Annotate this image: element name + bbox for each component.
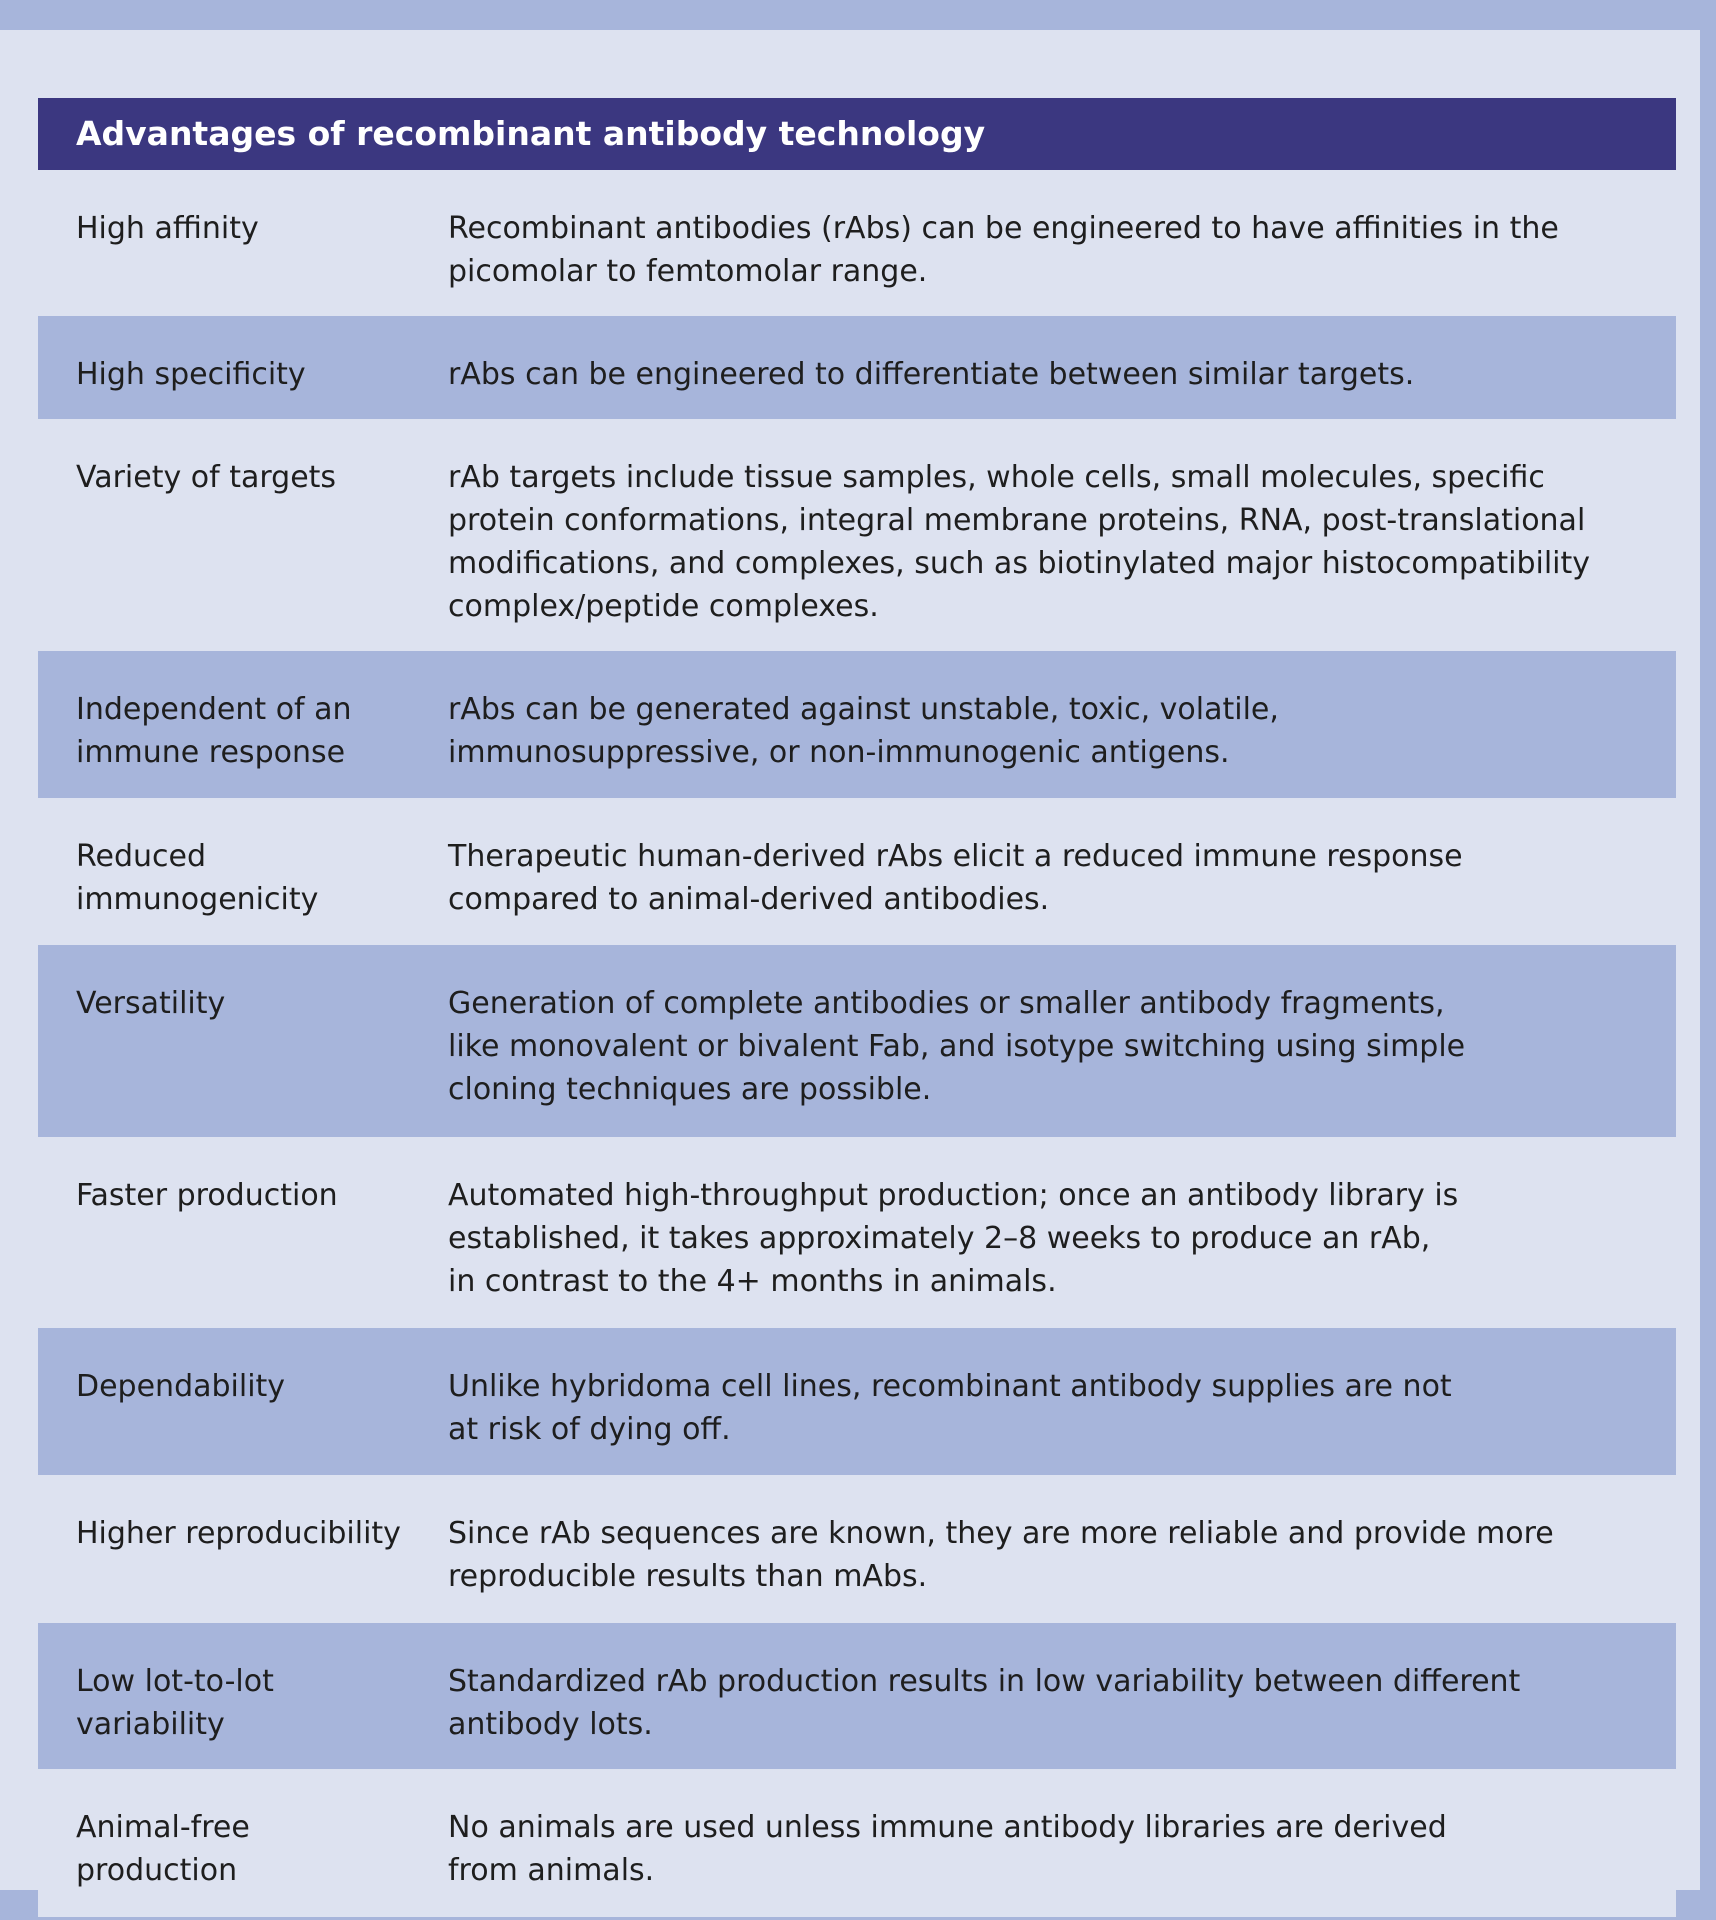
table-row [38, 1623, 1676, 1769]
description-cell: Since rAb sequences are known, they are more reliable and provide more reproducible results than mAbs. [448, 1516, 1554, 1594]
table-row [38, 1328, 1676, 1475]
table-row [38, 1769, 1676, 1917]
table-title: Advantages of recombinant antibody technology [38, 98, 1676, 170]
feature-cell: Higher reproducibility [76, 1516, 401, 1551]
table-row [38, 1475, 1676, 1623]
feature-cell: High specificity [76, 357, 306, 392]
advantages-table [38, 98, 1676, 1917]
table-row [38, 419, 1676, 651]
description-cell: No animals are used unless immune antibody libraries are derived from animals. [448, 1810, 1447, 1888]
description-cell: Therapeutic human-derived rAbs elicit a reduced immune response compared to animal-derived antibodies. [448, 839, 1463, 917]
table-row [38, 651, 1676, 798]
feature-cell: Independent of an immune response [76, 692, 352, 770]
table-row [38, 170, 1676, 316]
description-cell: rAbs can be engineered to differentiate between similar targets. [448, 357, 1415, 392]
table-panel [0, 30, 1700, 1890]
table-row [38, 798, 1676, 945]
description-cell: Recombinant antibodies (rAbs) can be engineered to have affinities in the picomolar to femtomolar range. [448, 211, 1559, 289]
feature-cell: Variety of targets [76, 460, 337, 495]
feature-cell: Faster production [76, 1178, 338, 1213]
description-cell: Unlike hybridoma cell lines, recombinant antibody supplies are not at risk of dying off. [448, 1369, 1452, 1447]
description-cell: rAbs can be generated against unstable, toxic, volatile, immunosuppressive, or non-immunogenic antigens. [448, 692, 1279, 770]
table-row [38, 316, 1676, 419]
table-row [38, 945, 1676, 1137]
feature-cell: Versatility [76, 986, 226, 1021]
feature-cell: Low lot-to-lot variability [76, 1664, 274, 1742]
description-cell: Standardized rAb production results in low variability between different antibody lots. [448, 1664, 1521, 1742]
feature-cell: High affinity [76, 211, 259, 246]
description-cell: rAb targets include tissue samples, whole cells, small molecules, specific protein conformations, integral membrane proteins, RNA, post-translational modifications, and complexes, such as biotinylated major histocompatibility complex/peptide complexes. [448, 460, 1591, 624]
feature-cell: Reduced immunogenicity [76, 839, 319, 917]
table-row [38, 1137, 1676, 1328]
feature-cell: Dependability [76, 1369, 286, 1404]
feature-cell: Animal-free production [76, 1810, 250, 1888]
description-cell: Automated high-throughput production; once an antibody library is established, it takes approximately 2–8 weeks to produce an rAb, in contrast to the 4+ months in animals. [448, 1178, 1459, 1299]
description-cell: Generation of complete antibodies or smaller antibody fragments, like monovalent or bivalent Fab, and isotype switching using simple cloning techniques are possible. [448, 986, 1466, 1107]
